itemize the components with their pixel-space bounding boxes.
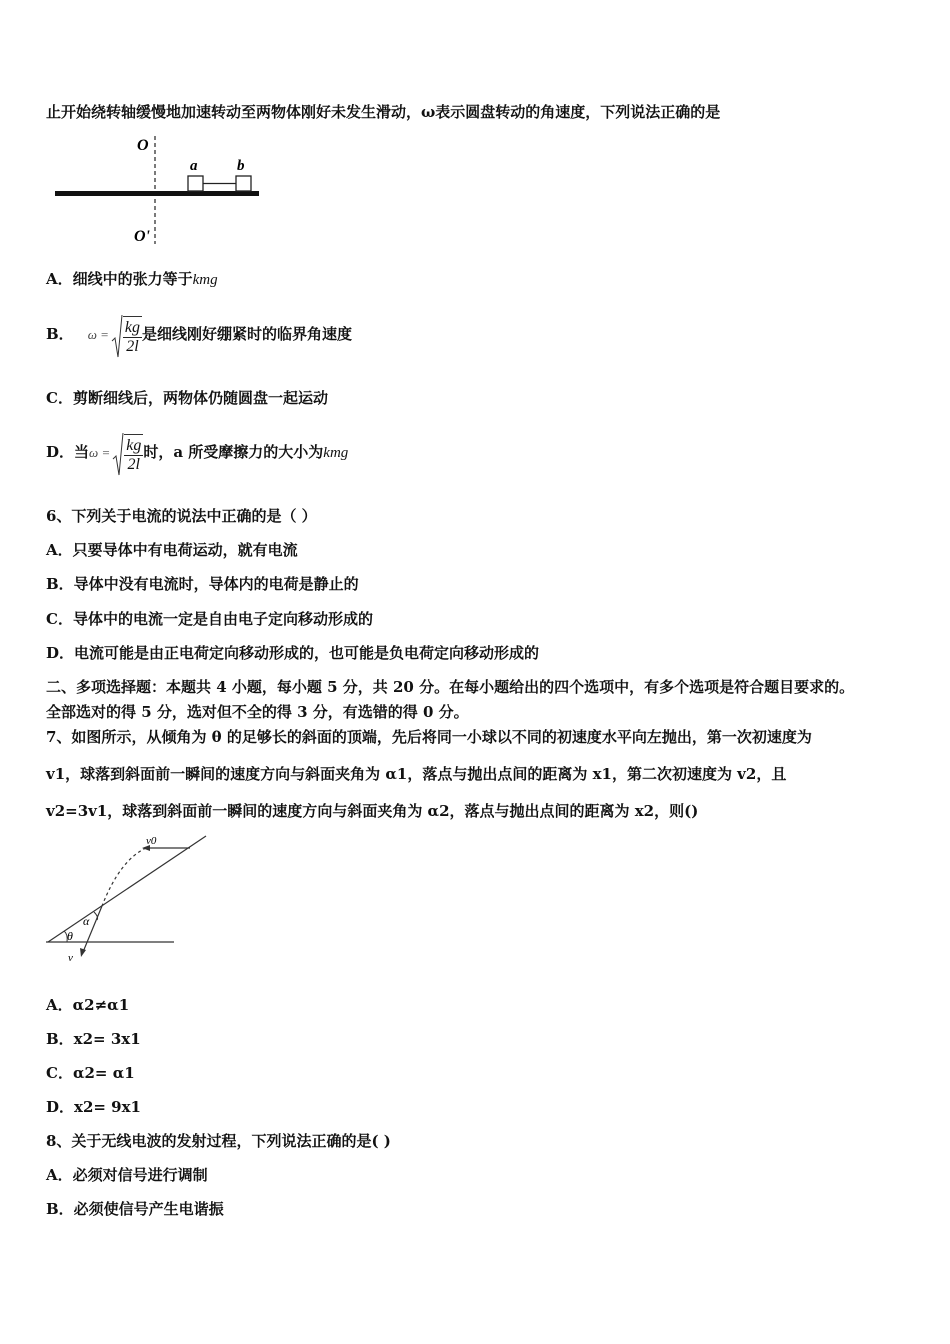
block-b (236, 176, 251, 191)
label-alpha: α (83, 914, 90, 928)
q5-option-d-omega: ω = (89, 445, 111, 460)
label-v0: v0 (146, 835, 157, 847)
q7-option-b[interactable]: B．x2= 3x1 (46, 1030, 141, 1048)
q7-stem-line2: v1，球落到斜面前一瞬间的速度方向与斜面夹角为 α1，落点与抛出点间的距离为 x1，第二次初速度为 v2，且 (46, 765, 787, 783)
q5-option-b[interactable] (46, 310, 352, 359)
q5-option-b-num: kg (124, 319, 140, 336)
q5-option-d-math: kmg (323, 445, 349, 461)
q8-option-a[interactable]: A．必须对信号进行调制 (46, 1166, 208, 1184)
q5-figure-turntable (50, 132, 270, 248)
q5-option-d-label: D．当 (46, 443, 90, 461)
section2-line1: 二、多项选择题：本题共 4 小题，每小题 5 分，共 20 分。在每小题给出的四个选项中，有多个选项是符合题目要求的。 (46, 678, 855, 696)
q6-option-a[interactable]: A．只要导体中有电荷运动，就有电流 (46, 541, 298, 559)
label-theta: θ (67, 929, 73, 943)
label-o-top: O (137, 137, 149, 154)
section2-line2: 全部选对的得 5 分，选对但不全的得 3 分，有选错的得 0 分。 (46, 703, 469, 721)
q5-option-a[interactable] (46, 269, 218, 290)
q7-option-d[interactable]: D．x2= 9x1 (46, 1098, 141, 1116)
turntable-bar (55, 191, 259, 196)
q5-option-a-math: kmg (192, 272, 218, 288)
q5-stem: 止开始绕转轴缓慢地加速转动至两物体刚好未发生滑动，ω表示圆盘转动的角速度，下列说法正确的是 (46, 103, 721, 121)
q7-option-c[interactable]: C．α2= α1 (46, 1064, 135, 1082)
q6-stem: 6、下列关于电流的说法中正确的是（ ） (46, 507, 317, 525)
label-b: b (237, 158, 245, 174)
q6-option-b[interactable]: B．导体中没有电流时，导体内的电荷是静止的 (46, 575, 359, 593)
incline-line (48, 836, 206, 942)
q5-option-d[interactable] (46, 428, 348, 477)
q6-option-c[interactable]: C．导体中的电流一定是自由电子定向移动形成的 (46, 610, 373, 628)
q5-option-b-omega: ω = (87, 327, 109, 342)
q5-option-b-den: 2l (126, 338, 139, 355)
q7-stem-line1: 7、如图所示，从倾角为 θ 的足够长的斜面的顶端，先后将同一小球以不同的初速度水平向左抛出，第一次初速度为 (46, 728, 812, 746)
velocity-arrowhead (80, 948, 86, 957)
label-o-bottom: O' (134, 228, 150, 245)
q7-stem-line3: v2=3v1，球落到斜面前一瞬间的速度方向与斜面夹角为 α2，落点与抛出点间的距离为 x2，则() (46, 802, 699, 820)
q8-option-b[interactable]: B．必须使信号产生电谐振 (46, 1200, 224, 1218)
q6-option-d[interactable]: D．电流可能是由正电荷定向移动形成的，也可能是负电荷定向移动形成的 (46, 644, 540, 662)
label-a: a (190, 158, 198, 174)
q8-stem: 8、关于无线电波的发射过程，下列说法正确的是( ) (46, 1132, 391, 1150)
trajectory-path (102, 848, 146, 906)
velocity-arrow-line (83, 906, 102, 952)
q5-option-b-text: 是细线刚好绷紧时的临界角速度 (142, 325, 353, 343)
q5-option-d-text: 时，a 所受摩擦力的大小为 (143, 443, 324, 461)
q5-option-d-den: 2l (127, 456, 140, 473)
alpha-arc (94, 912, 98, 920)
label-v: v (68, 952, 73, 964)
q5-option-d-num: kg (126, 437, 142, 454)
q5-option-b-label: B． (46, 325, 74, 343)
q5-option-c[interactable]: C．剪断细线后，两物体仍随圆盘一起运动 (46, 389, 328, 407)
q7-option-a[interactable]: A．α2≠α1 (46, 996, 130, 1014)
q5-option-d-sqrt (112, 429, 143, 477)
q5-option-a-text: A．细线中的张力等于 (46, 270, 193, 288)
q7-figure-incline (42, 830, 222, 966)
block-a (188, 176, 203, 191)
q5-option-b-sqrt (111, 311, 142, 359)
